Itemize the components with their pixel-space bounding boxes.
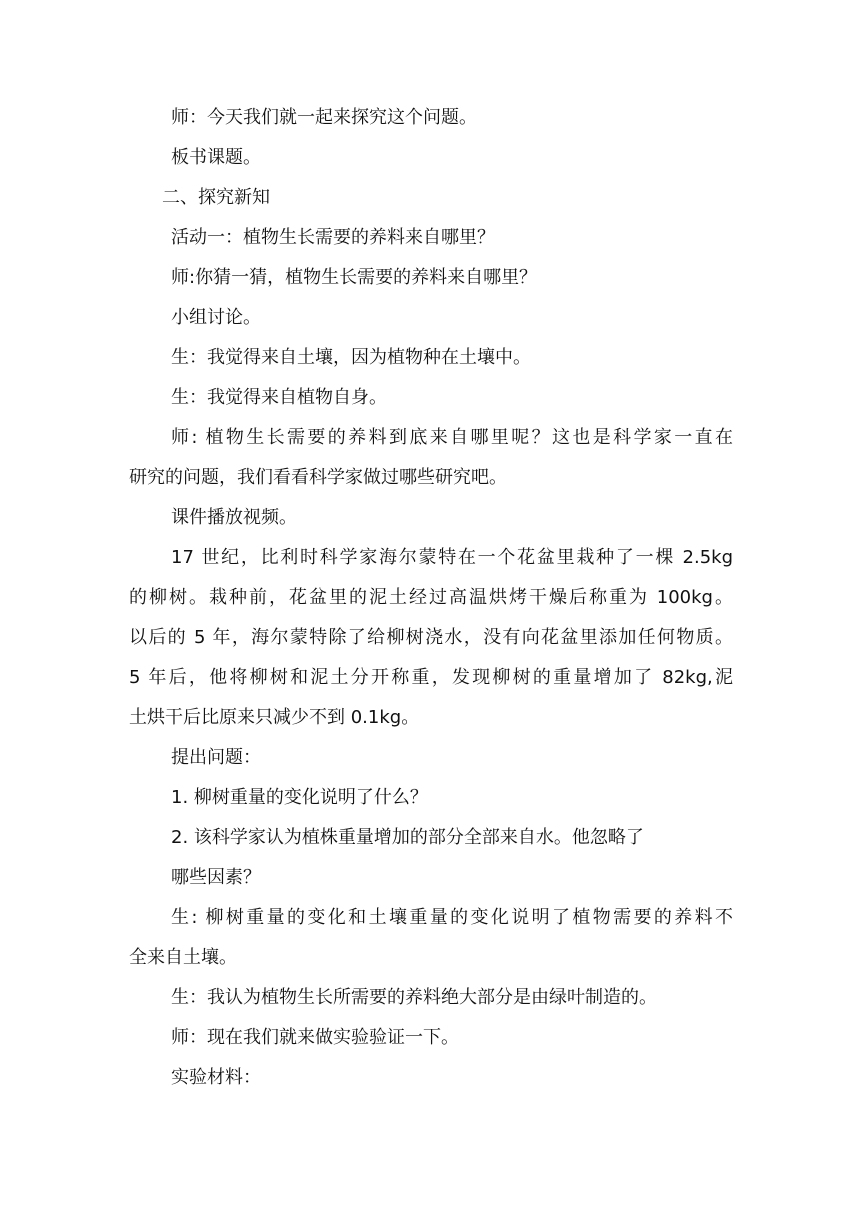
paragraph-line: 师：现在我们就来做实验验证一下。 <box>171 1027 459 1048</box>
paragraph-line: 全来自土壤。 <box>129 947 237 968</box>
list-item: 1. 柳树重量的变化说明了什么？ <box>171 787 428 808</box>
paragraph-line: 板书课题。 <box>171 147 261 168</box>
paragraph-line: 小组讨论。 <box>171 307 261 328</box>
list-item: 2. 该科学家认为植株重量增加的部分全部来自水。他忽略了 <box>171 827 644 848</box>
paragraph-line: 师:你猜一猜，植物生长需要的养料来自哪里？ <box>171 267 538 288</box>
activity-heading: 活动一：植物生长需要的养料来自哪里？ <box>171 227 495 248</box>
list-item-continuation: 哪些因素？ <box>171 867 261 888</box>
paragraph-line: 研究的问题，我们看看科学家做过哪些研究吧。 <box>129 467 507 488</box>
paragraph-line: 生：我认为植物生长所需要的养料绝大部分是由绿叶制造的。 <box>171 987 657 1008</box>
paragraph-line: 以后的 5 年，海尔蒙特除了给柳树浇水，没有向花盆里添加任何物质。 <box>129 627 733 648</box>
paragraph-line: 生：我觉得来自土壤，因为植物种在土壤中。 <box>171 347 531 368</box>
section-heading: 二、探究新知 <box>162 187 270 208</box>
paragraph-line: 实验材料： <box>171 1067 261 1088</box>
paragraph-line: 生：我觉得来自植物自身。 <box>171 387 387 408</box>
paragraph-line: 17 世纪，比利时科学家海尔蒙特在一个花盆里栽种了一棵 2.5kg <box>171 547 733 568</box>
paragraph-line: 生: 柳树重量的变化和土壤重量的变化说明了植物需要的养料不 <box>171 907 733 928</box>
paragraph-line: 提出问题： <box>171 747 261 768</box>
paragraph-line: 课件播放视频。 <box>171 507 297 528</box>
paragraph-line: 师：今天我们就一起来探究这个问题。 <box>171 107 477 128</box>
paragraph-line: 的柳树。栽种前，花盆里的泥土经过高温烘烤干燥后称重为 100kg。 <box>129 587 733 608</box>
paragraph-line: 土烘干后比原来只减少不到 0.1kg。 <box>129 707 420 728</box>
paragraph-line: 师: 植物生长需要的养料到底来自哪里呢？这也是科学家一直在 <box>171 427 733 448</box>
paragraph-line: 5 年后，他将柳树和泥土分开称重，发现柳树的重量增加了 82kg,泥 <box>129 667 733 688</box>
